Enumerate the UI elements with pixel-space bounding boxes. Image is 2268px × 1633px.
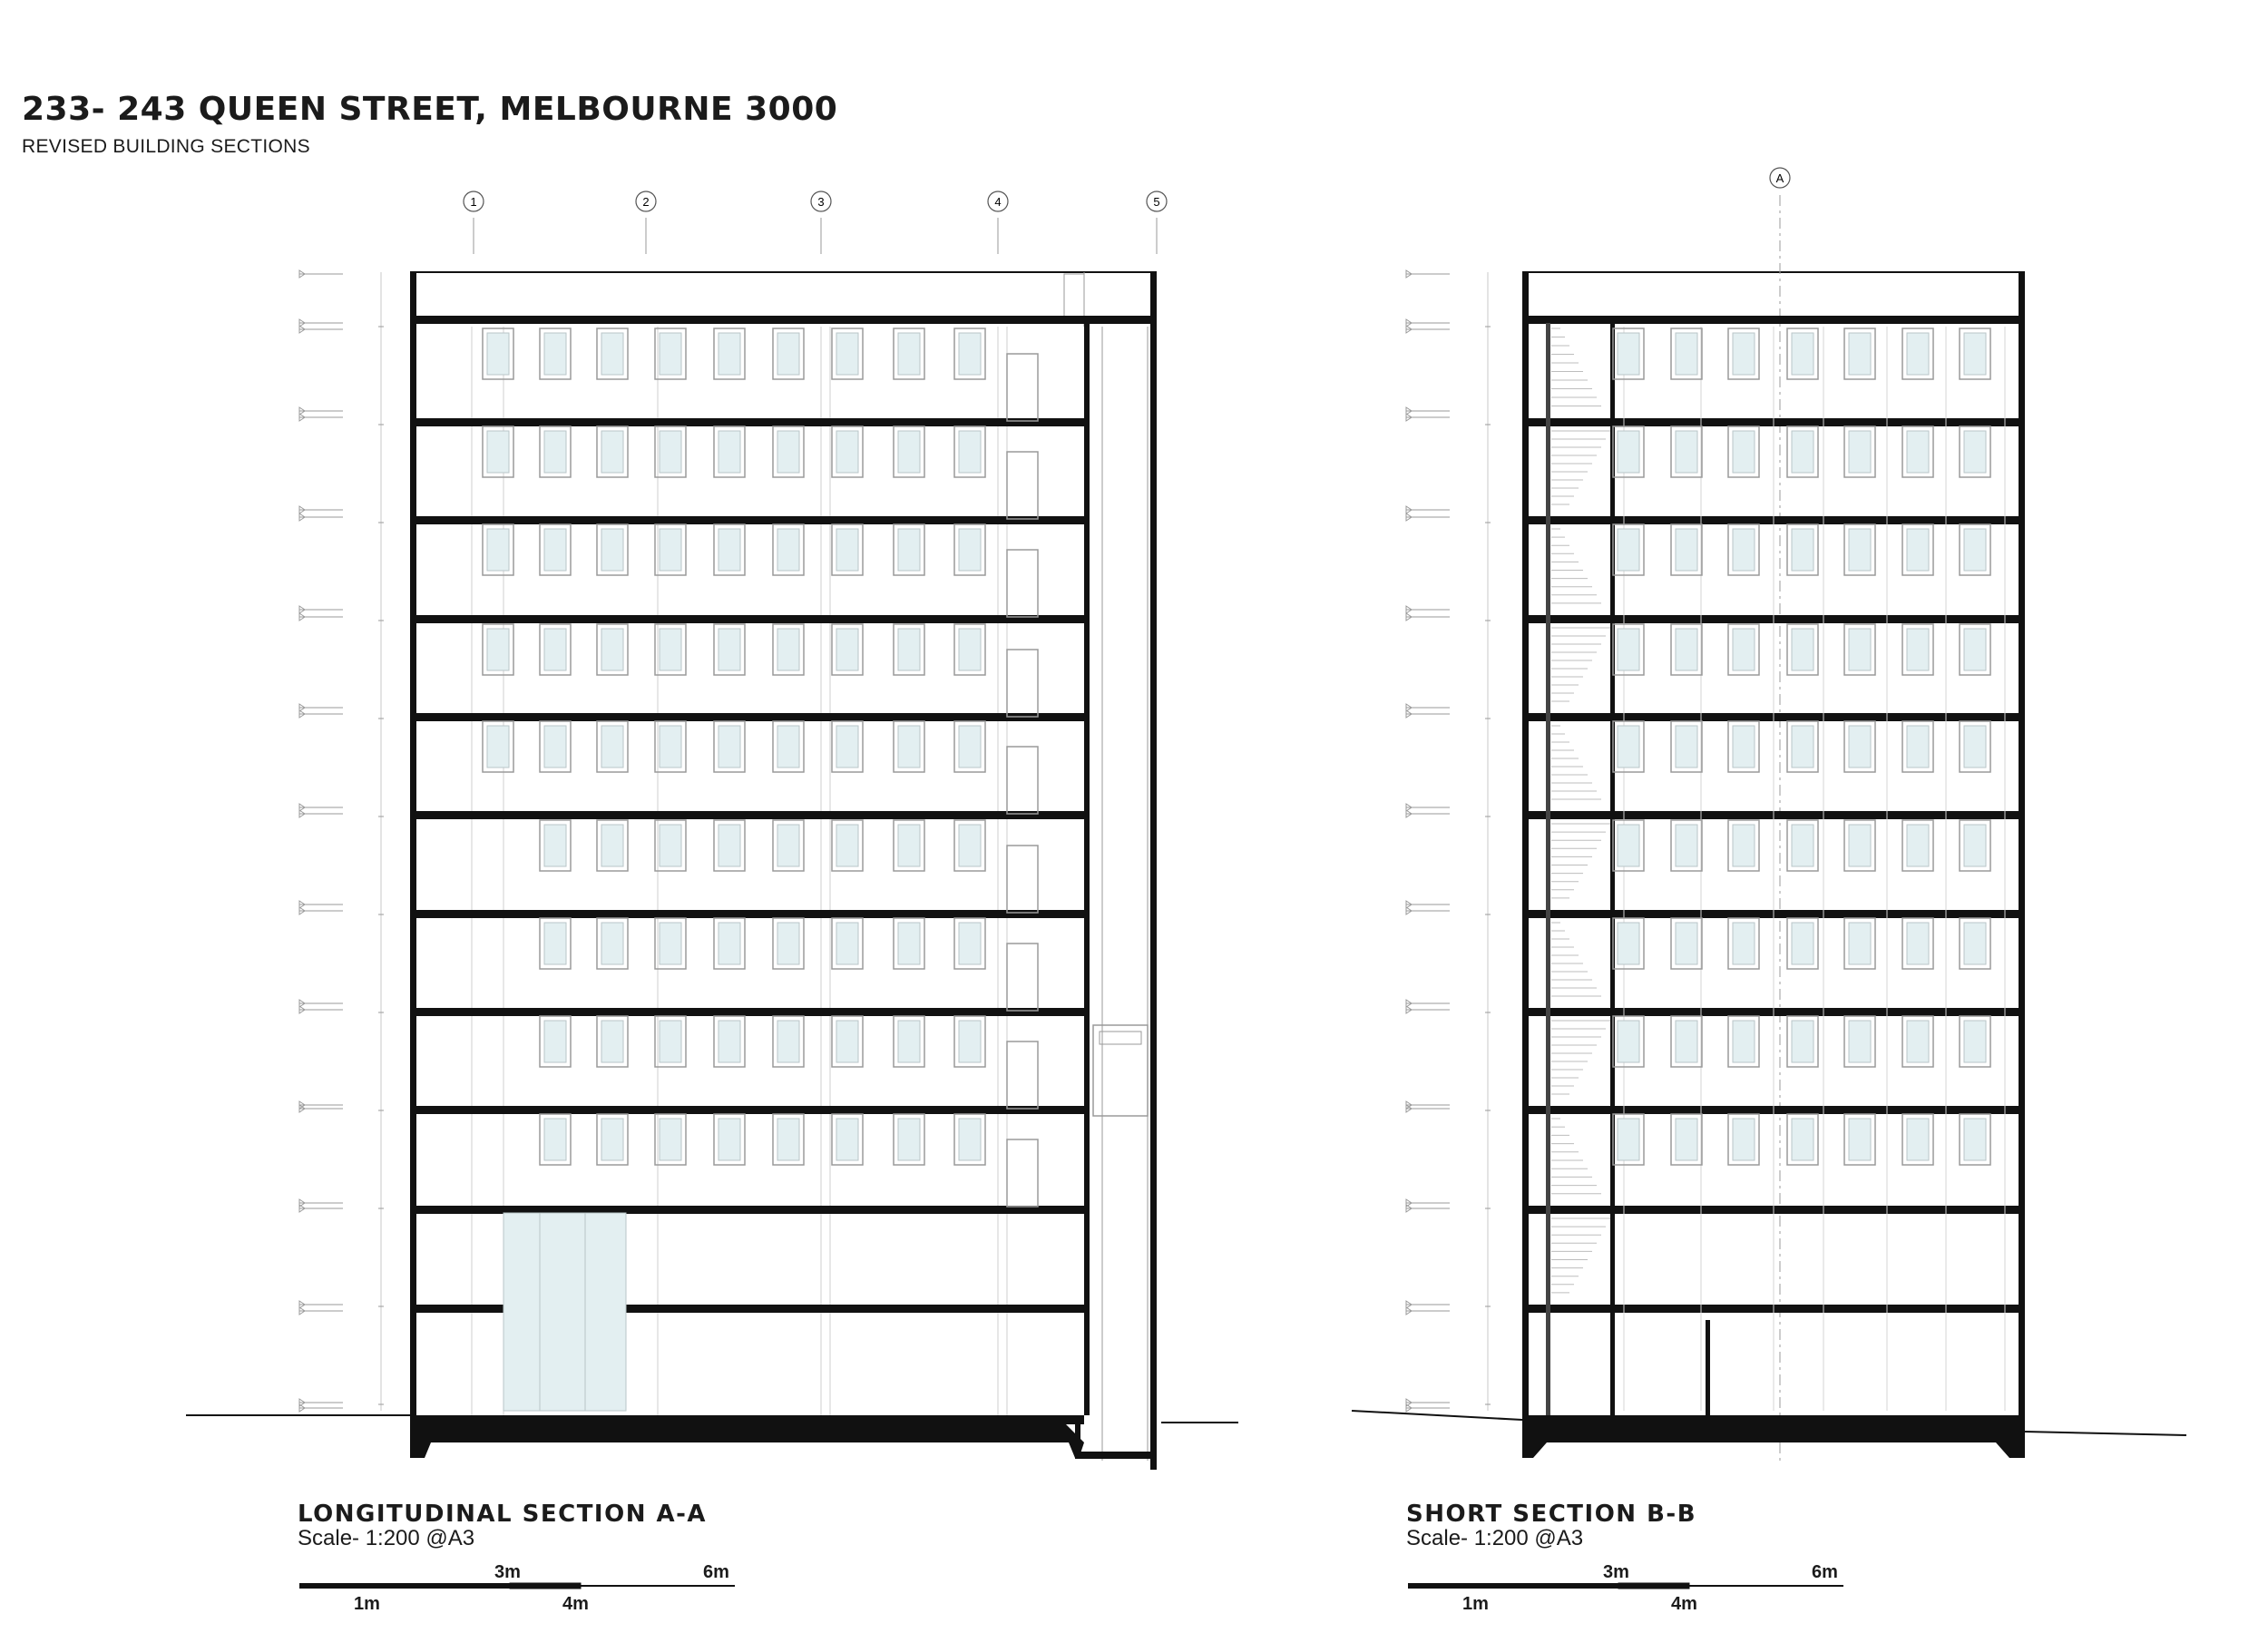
window-pane [719,333,740,375]
window-pane [1849,726,1871,768]
window-pane [1792,431,1813,473]
window-pane [660,1021,681,1062]
section-scale-longitudinal: Scale- 1:200 @A3 [298,1526,475,1550]
ground-partition [1706,1320,1710,1415]
window-pane [777,431,799,473]
window-pane [660,825,681,866]
core-wall [1084,322,1090,1415]
window-pane [1849,629,1871,670]
window-pane [1907,726,1929,768]
window-pane [1849,431,1871,473]
core-door [1007,747,1038,814]
window-pane [487,529,509,571]
window-pane [487,333,509,375]
window-pane [1907,923,1929,964]
floor-slab [410,1106,1084,1114]
window-pane [544,431,566,473]
floor-slab [410,910,1084,918]
window-pane [777,1119,799,1160]
window-pane [1733,333,1755,375]
window-pane [836,726,858,768]
window-pane [1964,431,1986,473]
floor-slab [410,516,1084,524]
page-title: 233- 243 QUEEN STREET, MELBOURNE 3000 [22,91,838,128]
window-pane [777,333,799,375]
window-pane [1792,629,1813,670]
base-slab [1522,1415,2025,1458]
window-pane [1676,825,1697,866]
grid-marker-label: 5 [1153,195,1160,209]
window-pane [544,629,566,670]
window-pane [1733,825,1755,866]
window-pane [836,1119,858,1160]
window-pane [544,1021,566,1062]
window-pane [1676,726,1697,768]
lift-pit-wall [1075,1415,1080,1459]
window-pane [544,1119,566,1160]
core-door [1007,452,1038,519]
window-pane [898,923,920,964]
window-pane [1618,825,1639,866]
window-pane [719,529,740,571]
left-wall [410,272,416,1415]
grid-marker-label: 3 [817,195,825,209]
window-pane [777,825,799,866]
window-pane [898,1021,920,1062]
window-pane [1618,923,1639,964]
shopfront-glazing [540,1213,585,1411]
grid-marker-label: 1 [470,195,477,209]
scale-bar-label-3m-short: 3m [1603,1562,1629,1582]
window-pane [1907,1021,1929,1062]
section-title-short: SHORT SECTION B-B [1406,1501,1697,1528]
window-pane [898,333,920,375]
window-pane [1733,1021,1755,1062]
window-pane [1676,629,1697,670]
core-door [1007,1139,1038,1207]
window-pane [601,1021,623,1062]
floor-slab [410,316,1157,324]
grid-marker-label: 4 [994,195,1002,209]
window-pane [1618,529,1639,571]
window-pane [719,629,740,670]
roof-ladder [1064,274,1084,319]
lift-car-top [1100,1032,1141,1044]
window-pane [836,825,858,866]
window-pane [601,726,623,768]
window-pane [601,629,623,670]
window-pane [601,825,623,866]
core-door [1007,354,1038,421]
window-pane [1676,529,1697,571]
window-pane [1792,825,1813,866]
grid-marker-label: A [1775,171,1784,185]
left-wall [1522,272,1529,1417]
window-pane [1849,825,1871,866]
window-pane [487,726,509,768]
core-door [1007,550,1038,617]
window-pane [1733,1119,1755,1160]
window-pane [1618,629,1639,670]
window-pane [1733,726,1755,768]
scale-bar-segment-thin [1689,1585,1843,1587]
window-pane [719,726,740,768]
scale-bar-segment-dark [1618,1583,1689,1589]
window-pane [660,431,681,473]
window-pane [601,529,623,571]
window-pane [1792,726,1813,768]
short-section-b-b [1352,195,2186,1461]
scale-bar-label-1m-short: 1m [1462,1594,1489,1614]
floor-slab [410,1008,1084,1016]
scale-bar-label-4m-longitudinal: 4m [562,1594,589,1614]
floor-slab [410,615,1084,623]
window-pane [1792,529,1813,571]
scale-bar-segment-dark [1408,1583,1618,1589]
window-pane [1849,333,1871,375]
window-pane [1964,333,1986,375]
scale-bar-segment-thin [581,1585,735,1587]
window-pane [544,923,566,964]
window-pane [544,726,566,768]
window-pane [1676,1119,1697,1160]
section-scale-short: Scale- 1:200 @A3 [1406,1526,1584,1550]
window-pane [836,333,858,375]
window-pane [959,1021,981,1062]
window-pane [1849,529,1871,571]
window-pane [601,923,623,964]
window-pane [1792,1119,1813,1160]
window-pane [660,1119,681,1160]
window-pane [777,1021,799,1062]
window-pane [1733,923,1755,964]
window-pane [487,629,509,670]
window-pane [544,529,566,571]
window-pane [836,529,858,571]
window-pane [1676,333,1697,375]
scale-bar-label-6m-short: 6m [1812,1562,1838,1582]
window-pane [836,431,858,473]
window-pane [959,923,981,964]
scale-bar-segment-dark [299,1583,510,1589]
window-pane [1907,629,1929,670]
core-door [1007,1041,1038,1109]
window-pane [660,726,681,768]
window-pane [1618,726,1639,768]
window-pane [660,629,681,670]
window-pane [777,923,799,964]
window-pane [959,1119,981,1160]
window-pane [959,431,981,473]
window-pane [1907,333,1929,375]
window-pane [1907,825,1929,866]
ground-line-left [1352,1411,1522,1420]
window-pane [836,1021,858,1062]
window-pane [1733,629,1755,670]
section-title-longitudinal: LONGITUDINAL SECTION A-A [298,1501,708,1528]
floor-slab [410,418,1084,426]
window-pane [1907,1119,1929,1160]
window-pane [777,629,799,670]
window-pane [898,825,920,866]
window-pane [898,629,920,670]
window-pane [1849,1119,1871,1160]
window-pane [719,825,740,866]
window-pane [1964,1119,1986,1160]
ground-line-right [2025,1432,2186,1435]
window-pane [601,1119,623,1160]
window-pane [601,333,623,375]
window-pane [1618,1021,1639,1062]
base-slab [410,1415,1084,1458]
shopfront-glazing [585,1213,626,1411]
window-pane [898,726,920,768]
window-pane [1792,923,1813,964]
window-pane [1676,431,1697,473]
window-pane [898,431,920,473]
short-grid-markers [1770,168,1790,188]
window-pane [1733,529,1755,571]
window-pane [1676,1021,1697,1062]
window-pane [1907,529,1929,571]
floor-slab [410,811,1084,819]
stair-inner-wall [1546,323,1550,1415]
window-pane [1907,431,1929,473]
window-pane [1792,1021,1813,1062]
floor-slab [410,713,1084,721]
window-pane [719,923,740,964]
window-pane [836,923,858,964]
window-pane [601,431,623,473]
scale-bar-segment-dark [510,1583,581,1589]
window-pane [719,1021,740,1062]
grid-marker-label: 2 [642,195,650,209]
longitudinal-section-a-a [186,218,1238,1470]
core-door [1007,944,1038,1011]
window-pane [1964,825,1986,866]
window-pane [836,629,858,670]
window-pane [1618,1119,1639,1160]
lift-pit-base [1075,1452,1157,1459]
window-pane [1964,1021,1986,1062]
window-pane [1792,333,1813,375]
window-pane [959,629,981,670]
scale-bars [299,1583,1843,1589]
window-pane [777,529,799,571]
window-pane [1618,431,1639,473]
window-pane [1849,1021,1871,1062]
window-pane [1618,333,1639,375]
floor-slab [1522,316,2025,324]
scale-bar-label-1m-longitudinal: 1m [354,1594,380,1614]
window-pane [1676,923,1697,964]
window-pane [660,529,681,571]
window-pane [1964,529,1986,571]
window-pane [959,333,981,375]
scale-bar-label-6m-longitudinal: 6m [703,1562,729,1582]
window-pane [487,431,509,473]
window-pane [777,726,799,768]
window-pane [1964,629,1986,670]
window-pane [898,529,920,571]
window-pane [719,431,740,473]
window-pane [660,333,681,375]
longitudinal-grid-markers [464,191,1167,211]
window-pane [959,529,981,571]
window-pane [959,726,981,768]
right-wall [2019,272,2025,1417]
window-pane [1733,431,1755,473]
window-pane [544,333,566,375]
window-pane [1964,726,1986,768]
scale-bar-label-3m-longitudinal: 3m [494,1562,521,1582]
lift-car [1093,1025,1148,1116]
core-door [1007,650,1038,717]
window-pane [660,923,681,964]
scale-bar-label-4m-short: 4m [1671,1594,1697,1614]
window-pane [1849,923,1871,964]
window-pane [544,825,566,866]
window-pane [1964,923,1986,964]
core-door [1007,846,1038,913]
window-pane [898,1119,920,1160]
page-subtitle: REVISED BUILDING SECTIONS [22,136,310,157]
right-wall [1150,272,1157,1470]
window-pane [719,1119,740,1160]
window-pane [959,825,981,866]
